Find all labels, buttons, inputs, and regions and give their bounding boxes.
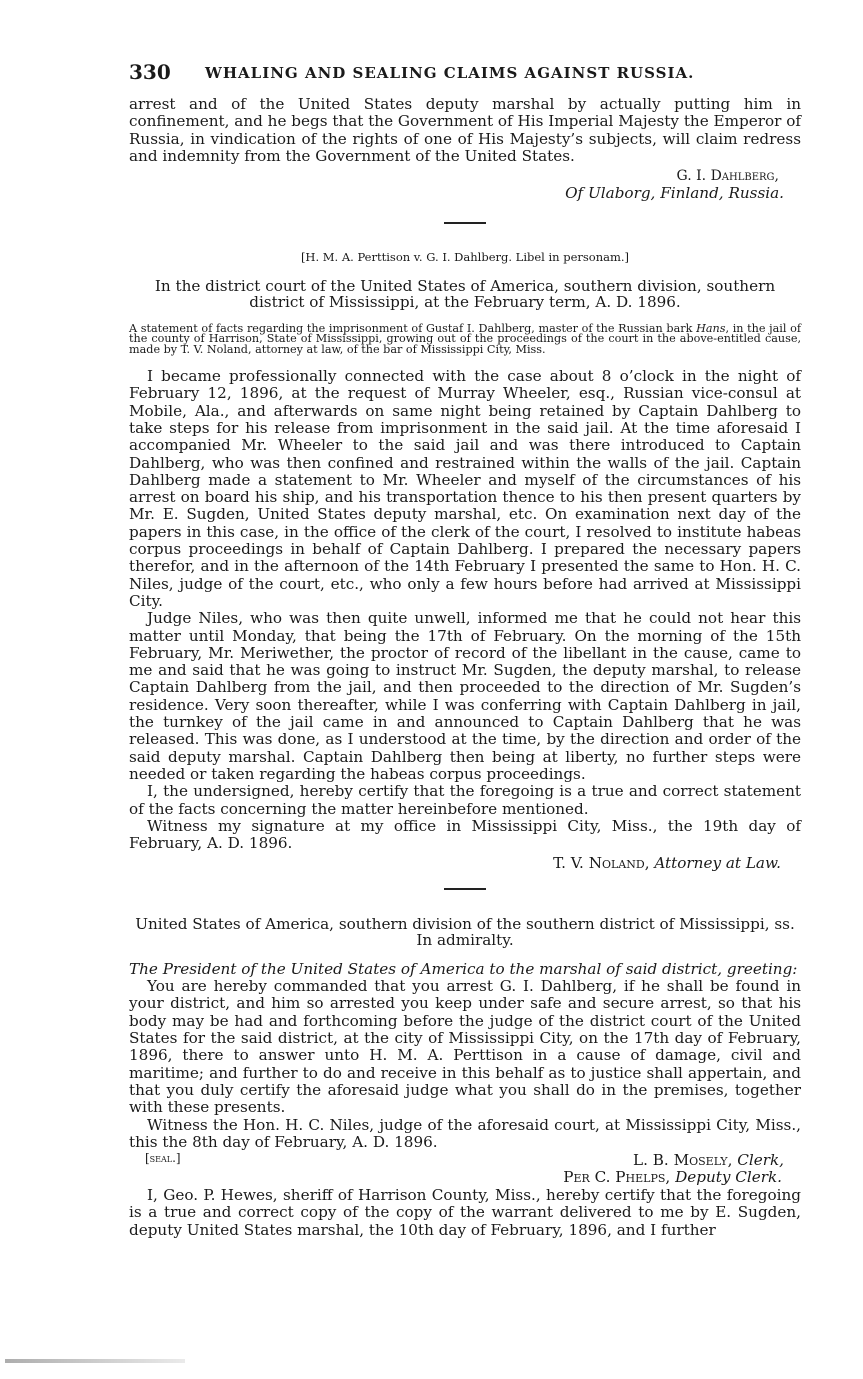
clerk-name: L. B. Mosely, bbox=[633, 1151, 733, 1170]
clerk-title: Clerk, bbox=[737, 1151, 784, 1170]
warrant-command: You are hereby commanded that you arrest G. I. Dahlberg, if he shall be found in your district, and him so arrested you keep under safe and secure arrest, so that his body may be had and forthcoming before the judge of the district court of the United States for the said district, at the city of Mississippi City, on the 17th day of February, 1896, there to answer unto H. M. A. Perttison in a cause of damage, civil and maritime; and further to do and receive in this behalf as to justice shall appertain, and that you duly certify the aforesaid judge what you shall do in the premises, together with these presents. bbox=[129, 977, 801, 1117]
warrant-witness: Witness the Hon. H. C. Niles, judge of the aforesaid court, at Mississippi City, Miss., this the 8th day of February, A. D. 1896. bbox=[129, 1115, 801, 1151]
vessel-name: Hans bbox=[696, 321, 726, 335]
seal-clerk-row bbox=[129, 1151, 801, 1168]
dahlberg-signature-name: G. I. Dahlberg, bbox=[676, 168, 779, 185]
warrant-greeting: The President of the United States of America to the marshal of said district, greeting: bbox=[129, 959, 798, 978]
running-header bbox=[129, 60, 801, 90]
dahlberg-signature-place: Of Ulaborg, Finland, Russia. bbox=[565, 184, 784, 203]
clerk-signature bbox=[633, 1151, 784, 1169]
running-title: WHALING AND SEALING CLAIMS AGAINST RUSSIA. bbox=[205, 64, 695, 82]
warrant-admiralty: In admiralty. bbox=[416, 930, 514, 949]
statement-heading-part1: A statement of facts regarding the imprisonment of Gustaf I. Dahlberg, master of the Russian bark bbox=[129, 321, 693, 335]
court-heading: In the district court of the United States of America, southern division, southern district of Mississippi, at the February term, A. D. 1896. bbox=[154, 276, 776, 311]
statement-paragraph: I, the undersigned, hereby certify that the foregoing is a true and correct statement of the facts concerning the matter hereinbefore mentioned. bbox=[129, 782, 801, 818]
warrant-district-line: United States of America, southern division of the southern district of Mississippi, ss. bbox=[135, 914, 795, 933]
statement-heading bbox=[129, 321, 802, 357]
noland-name: T. V. Noland, bbox=[553, 854, 650, 873]
statement-paragraph: Judge Niles, who was then quite unwell, informed me that he could not hear this matter until Monday, that being the 17th of February. On the morning of the 15th February, Mr. Meriwether, the proctor of record of the libellant in the cause, came to me and said that he was going to instruct Mr. Sugden, the deputy marshal, to release Captain Dahlberg from the jail, and then proceeded to the direction of Mr. Sugden’s residence. Very soon thereafter, while I was conferring with Captain Dahlberg in jail, the turnkey of the jail came in and announced to Captain Dahlberg that he was released. This was done, as I understood at the time, by the direction and order of the said deputy marshal. Captain Dahlberg then being at liberty, no further steps were needed or taken regarding the habeas corpus proceedings. bbox=[129, 609, 801, 783]
deputy-title: Deputy Clerk. bbox=[675, 1168, 782, 1187]
statement-paragraph: Witness my signature at my office in Mississippi City, Miss., the 19th day of February, A. D. 1896. bbox=[129, 816, 801, 853]
scan-artifact bbox=[5, 1359, 185, 1363]
section-divider bbox=[444, 222, 486, 224]
deputy-clerk-signature bbox=[129, 1168, 801, 1185]
deputy-name: Per C. Phelps, bbox=[563, 1168, 671, 1187]
statement-paragraph: I became professionally connected with the case about 8 o’clock in the night of February 12, 1896, at the request of Murray Wheeler, esq., Russian vice-consul at Mobile, Ala., and afterwards on same night being retained by Captain Dahlberg to take steps for his release from imprisonment in the said jail. At the time aforesaid I accompanied Mr. Wheeler to the said jail and was there introduced to Captain Dahlberg, who was then confined and restrained within the walls of the jail. Captain Dahlberg made a statement to Mr. Wheeler and myself of the circumstances of his arrest on board his ship, and his transportation thence to his then present quarters by Mr. E. Sugden, United States deputy marshal, etc. On examination next day of the papers in this case, in the office of the clerk of the court, I resolved to institute habeas corpus proceedings in behalf of Captain Dahlberg. I prepared the necessary papers therefor, and in the afternoon of the 14th February I presented the same to Hon. H. C. Niles, judge of the court, etc., who only a few hours before had arrived at Mississippi City. bbox=[129, 367, 801, 610]
case-caption: [H. M. A. Perttison v. G. I. Dahlberg. Libel in personam.] bbox=[300, 249, 630, 264]
section-divider bbox=[444, 888, 486, 890]
page-number: 330 bbox=[129, 60, 171, 84]
opening-paragraph: arrest and of the United States deputy marshal by actually putting him in confinement, and he begs that the Government of His Imperial Majesty the Emperor of Russia, in vindication of the rights of one of His Majesty’s subjects, will claim redress and indemnity from the Government of the United States. bbox=[129, 95, 801, 165]
noland-title: Attorney at Law. bbox=[654, 854, 781, 873]
document-page bbox=[129, 60, 801, 1239]
statement-heading-part2: , in the jail of the county of Harrison, State of Mississippi, growing out of the proceedings of the court in the above-entitled cause, made by T. V. Noland, attorney at law, of the bar of Mississippi City, Miss. bbox=[129, 321, 802, 357]
noland-signature bbox=[129, 854, 801, 872]
sheriff-certificate: I, Geo. P. Hewes, sheriff of Harrison County, Miss., hereby certify that the foregoing is a true and correct copy of the copy of the warrant delivered to me by E. Sugden, deputy United States marshal, the 10th day of February, 1896, and I further bbox=[129, 1186, 801, 1239]
seal-mark: [seal.] bbox=[145, 1151, 181, 1166]
